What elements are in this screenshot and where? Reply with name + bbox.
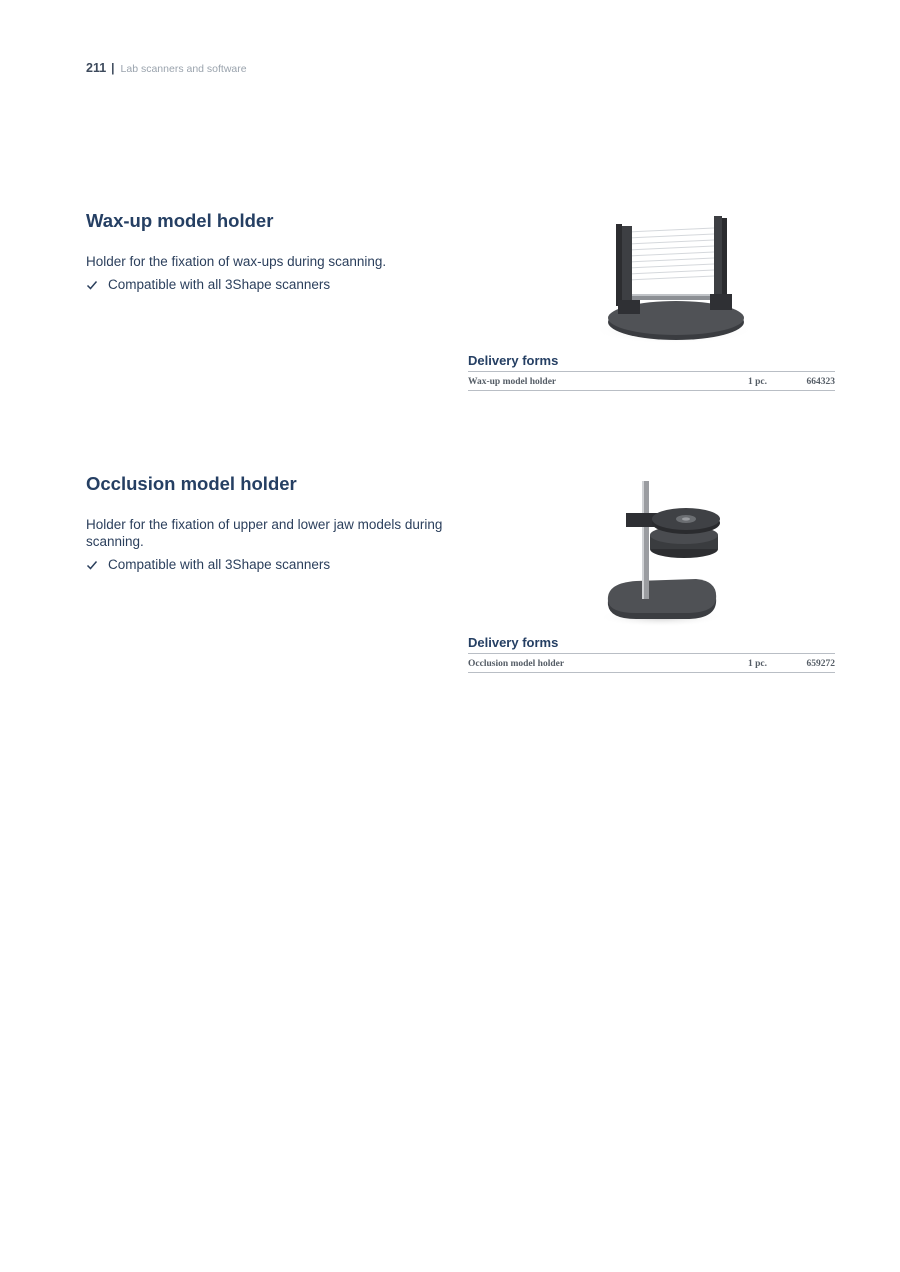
section-title: Lab scanners and software	[120, 63, 247, 75]
delivery-name: Wax-up model holder	[468, 377, 557, 387]
product-section-wax-up	[86, 208, 836, 387]
product-title: Occlusion model holder	[86, 473, 297, 494]
delivery-code: 659272	[806, 659, 835, 669]
feature-bullet	[86, 557, 330, 572]
delivery-qty: 1 pc.	[748, 659, 767, 669]
feature-text: Compatible with all 3Shape scanners	[108, 277, 331, 292]
check-icon	[86, 279, 98, 291]
product-description: Holder for the fixation of upper and lower jaw models during scanning.	[86, 517, 443, 549]
page-header	[86, 61, 247, 75]
occlusion-holder-image	[596, 477, 746, 632]
check-icon	[86, 559, 98, 571]
delivery-forms	[468, 353, 835, 391]
delivery-forms-heading: Delivery forms	[468, 635, 835, 654]
delivery-forms	[468, 635, 835, 673]
feature-text: Compatible with all 3Shape scanners	[108, 557, 331, 572]
wax-up-holder-image	[586, 208, 756, 348]
delivery-code: 664323	[806, 377, 835, 387]
delivery-forms-heading: Delivery forms	[468, 353, 835, 372]
delivery-qty: 1 pc.	[748, 377, 767, 387]
header-separator: |	[111, 61, 115, 75]
delivery-row	[468, 372, 835, 391]
product-section-occlusion	[86, 471, 836, 669]
feature-bullet	[86, 277, 330, 292]
delivery-name: Occlusion model holder	[468, 659, 565, 669]
page-number: 211	[86, 61, 107, 75]
delivery-row	[468, 654, 835, 673]
product-description: Holder for the fixation of wax-ups during scanning.	[86, 254, 387, 269]
product-title: Wax-up model holder	[86, 210, 274, 231]
